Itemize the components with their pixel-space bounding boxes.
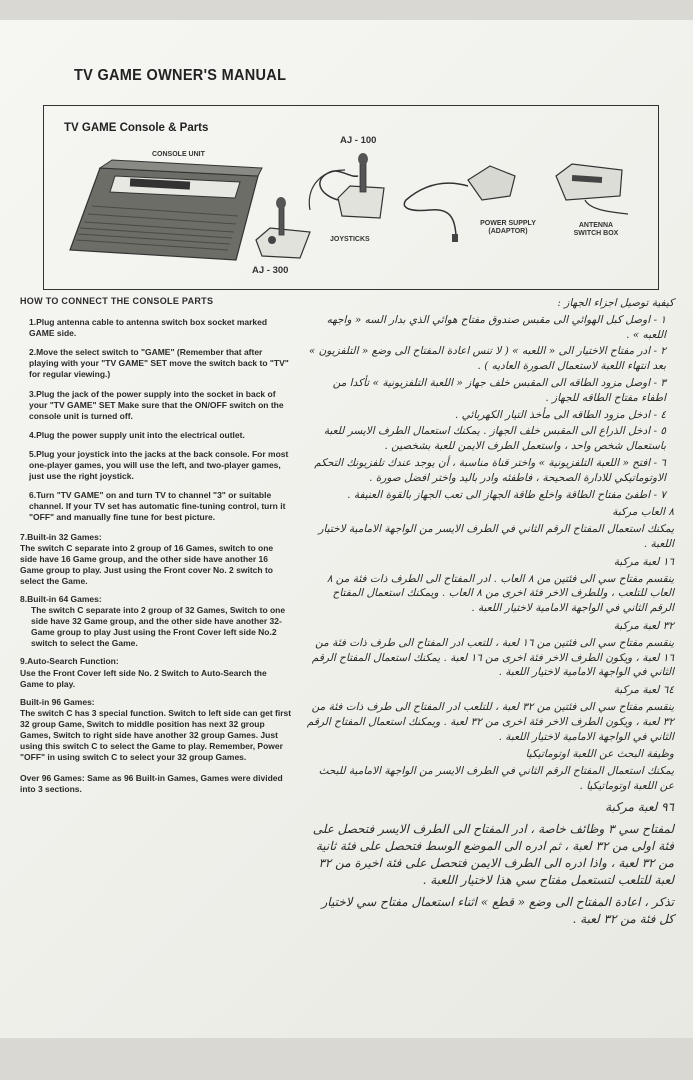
arabic-32-text: ينقسم مفتاح سي الى فئتين من ١٦ لعبة ، للتعب ادر المفتاح الى طرف ذات فئة من ١٦ لعبة ، ويكون الطرف الاخر فئة اخرى من ١٦ لعبة . يمكنك استعمال المفتاح الرقم الثاني في الواجهة الامامية لاختيار اللعبة . — [311, 636, 674, 679]
arabic-step-1: ١ - اوصل كبل الهوائي الى مقبس صندوق مفتاح هوائي الذي بدار السه « واجهه اللعبه » . — [326, 313, 666, 341]
step-6: 6.Turn "TV GAME" on and turn TV to channel "3" or suitable channel. If your TV set has automatic fine-tuning control, turn it "OFF" and manually fine tune for best picture. — [29, 490, 286, 523]
console-parts-illustration — [0, 0, 693, 300]
console-unit-icon — [70, 160, 262, 260]
auto-search-text: Use the Front Cover left side No. 2 Switch to Auto-Search the Game to play. — [20, 667, 267, 689]
builtin-64-text: The switch C separate into 2 group of 32 Games, Switch to one side have 32 Game group, and the other side have another 32-Game group to play Just using the Front Cover left side No.2 switch to select the Game. — [31, 605, 286, 649]
builtin-96-title: Built-in 96 Games: — [20, 696, 95, 707]
arabic-auto-text: يمكنك استعمال المفتاح الرقم الثاني في الطرف الايسر من الواجهة الامامية للبحث عن اللعبة اوتوماتيكيا . — [318, 765, 674, 792]
builtin-96-text: The switch C has 3 special function. Switch to left side can get first 32 group Game, Switch to middle position has next 32 group Games, Switch to right side have another 32 group Games. Just using this switch C to select the Game to play. Remember, Power "OFF" in using switch C to select your 32 group Games. — [20, 707, 292, 763]
builtin-64-title: 8.Built-in 64 Games: — [20, 593, 102, 604]
connect-heading: HOW TO CONNECT THE CONSOLE PARTS — [20, 296, 214, 306]
page-title: TV GAME OWNER'S MANUAL — [74, 67, 287, 85]
arabic-16-text: ينقسم مفتاح سي الى فئتين من ٨ العاب . ادر المفتاح الى الطرف ذات فئة من ٨ العاب للتلعب ، وللطرف الاخر فئة اخرى من ٨ العاب . ويمكنك استعمال المفتاح الرقم الثاني في الواجهة الامامية لاختيار اللعبة . — [326, 572, 674, 615]
arabic-remember-text: تذكر ، اعادة المفتاح الى وضع « قطع » اثناء استعمال مفتاح سي لاختيار كل فئة من ٣٢ لعبة . — [321, 894, 674, 926]
arabic-8-text: يمكنك استعمال المفتاح الرقم الثاني في الطرف الايسر من الواجهة الامامية لاختيار اللعبة . — [318, 523, 674, 550]
arabic-8-title: ٨ العاب مركبة — [612, 506, 674, 519]
arabic-step-3: ٣ - اوصل مزود الطاقه الى المقبس خلف جهاز « اللعبة التلفزيونية » تأكدا من اطفاء مفتاح الطاقه للجهاز . — [332, 376, 666, 404]
joystick-aj300-icon — [256, 197, 310, 258]
auto-search-title: 9.Auto-Search Function: — [20, 656, 119, 667]
power-supply-label: POWER SUPPLY (ADAPTOR) — [480, 220, 536, 235]
builtin-32-title: 7.Built-in 32 Games: — [20, 531, 102, 542]
antenna-switch-box-label: ANTENNA SWITCH BOX — [573, 222, 619, 237]
builtin-32-text: The switch C separate into 2 group of 16 Games, switch to one side have 16 Game group, and the other side have another 16 Game group to play. Just using the Front cover No. 2 switch to select the Game. — [20, 542, 274, 586]
arabic-step-5: ٥ - ادخل الذراع الى المقبس خلف الجهاز . يمكنك استعمال الطرف الايسر للعبة باستعمال شخص واحد ، واستعمل الطرف الايمن للعبة بشخصين . — [323, 425, 666, 453]
step-2: 2.Move the select switch to "GAME" (Remember that after playing with your "TV GAME" SET move the switch back to "TV" for regular viewing.) — [29, 347, 289, 380]
arabic-64-text: ينقسم مفتاح سي الى فئتين من ٣٢ لعبة ، للتلعب ادر المفتاح الى طرف ذات فئة من ٣٢ لعبة ، ويكون الطرف الاخر فئة اخرى من ٣٢ لعبة . ويمكنك استعمال المفتاح الرقم الثاني في الواجهة الامامية لاختيار اللعبة . — [306, 700, 674, 743]
arabic-96-title: ٩٦ لعبة مركبة — [605, 799, 674, 814]
arabic-auto-title: وظيفة البحث عن اللعبة اوتوماتيكيا — [525, 748, 674, 761]
english-instructions — [20, 296, 292, 802]
arabic-step-2: ٢ - ادر مفتاح الاختيار الى « اللعبه » ( لا تنس اعادة المفتاح الى وضع « التلفزيون » بعد انتهاء اللعبة لاستعمال الصورة العاديه ) . — [308, 345, 666, 373]
joystick-aj100-icon — [309, 153, 384, 218]
joysticks-label: JOYSTICKS — [330, 236, 370, 243]
antenna-switch-box-icon — [556, 164, 628, 214]
arabic-instructions — [306, 296, 674, 930]
step-1: 1.Plug antenna cable to antenna switch box socket marked GAME side. — [29, 317, 268, 339]
arabic-step-7: ٧ - اطفئ مفتاح الطاقة واخلع طاقة الجهاز الى تعب الجهاز بالقوة العنيفة . — [347, 488, 666, 501]
arabic-32-title: ٣٢ لعبة مركبة — [613, 619, 674, 632]
aj300-label: AJ - 300 — [252, 265, 289, 276]
step-3: 3.Plug the jack of the power supply into the socket in back of your "TV GAME" SET Make sure that the ON/OFF switch on the console unit is turned off. — [29, 388, 284, 421]
arabic-16-title: ١٦ لعبة مركبة — [613, 555, 674, 568]
console-unit-label: CONSOLE UNIT — [152, 151, 205, 158]
arabic-64-title: ٦٤ لعبة مركبة — [613, 684, 674, 697]
arabic-step-6: ٦ - افتح « اللعبة التلفزيونية » واختر قناة مناسبة ، أن يوجد عندك تلفزيونك التحكم الاوتوماتيكي للادارة الصحيحة ، فاطفئه وادر باليد واختر افضل صورة . — [314, 456, 666, 484]
step-4: 4.Plug the power supply unit into the electrical outlet. — [29, 429, 245, 440]
arabic-heading: كيفية توصيل اجزاء الجهاز : — [557, 297, 674, 309]
over-96-text: Over 96 Games: Same as 96 Built-in Games, Games were divided into 3 sections. — [20, 773, 283, 795]
panel-title: TV GAME Console & Parts — [64, 122, 209, 134]
step-5: 5.Plug your joystick into the jacks at the back console. For most one-player games, you will use the left, and two-player games, just use the right joystick. — [29, 448, 289, 482]
arabic-step-4: ٤ - ادخل مزود الطاقه الى مأخذ التيار الكهربائي . — [454, 408, 666, 421]
aj100-label: AJ - 100 — [340, 135, 377, 146]
arabic-96-text: لمفتاح سي ٣ وظائف خاصة ، ادر المفتاح الى الطرف الايسر فتحصل على فئة اولى من ٣٢ لعبة ، ثم ادره الى الموضع الوسط فتحصل على فئة ثانية من ٣٢ لعبة ، واذا ادره الى الطرف الايمن فتحصل على فئة اخيرة من ٣٢ لعبة للتلعب لتستعمل مفتاح سي هذا لاختيار اللعبة . — [312, 821, 674, 887]
